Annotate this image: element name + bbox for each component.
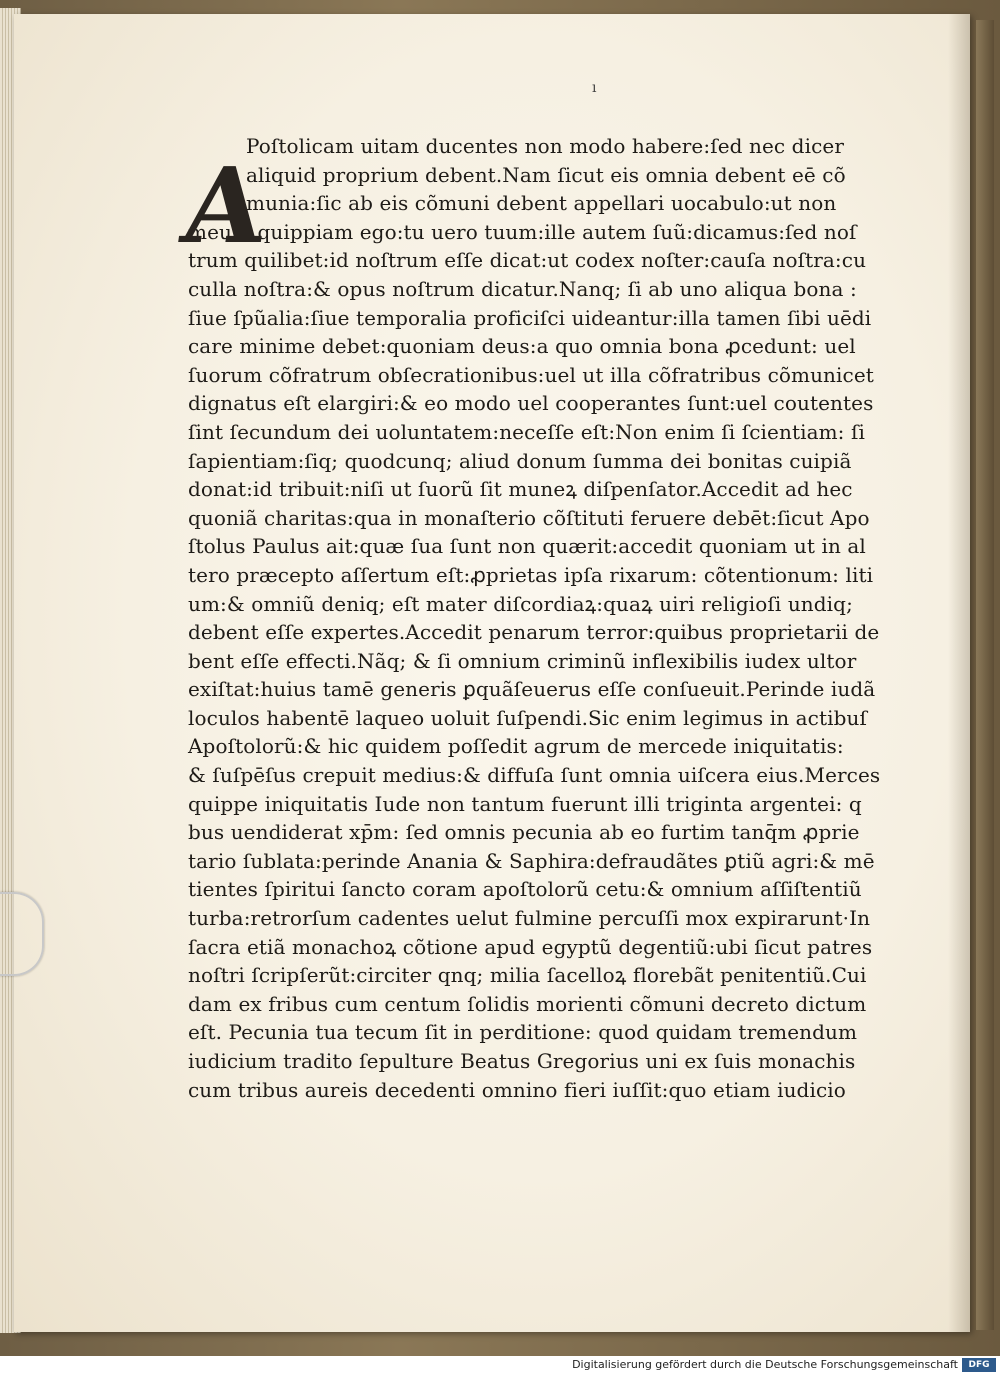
text-line: cum tribus aureis decedenti omnino fieri iuſſit:quo etiam iudicio (188, 1077, 846, 1102)
text-block (175, 132, 881, 1104)
text-line: care minime debet:quoniam deus:a quo omnia bona ꝓcedunt: uel (188, 334, 856, 359)
text-line: ſtolus Paulus ait:quæ ſua ſunt non quærit:accedit quoniam ut in al (188, 534, 866, 559)
text-line: aliquid proprium debent.Nam ſicut eis omnia debent eē cõ (246, 162, 846, 187)
text-line: munia:ſic ab eis cõmuni debent appellari uocabulo:ut non (246, 191, 837, 216)
text-line: ſint ſecundum dei uoluntatem:neceſſe eſt:Non enim ſi ſcientiam: ſi (188, 419, 865, 444)
text-line: tario ſublata:perinde Anania & Saphira:defraudãtes ꝑtiũ agri:& mē (188, 848, 875, 873)
text-line: quippe iniquitatis Iude non tantum fuerunt illi triginta argentei: q (188, 791, 862, 816)
folio-mark: ı (592, 80, 597, 96)
text-line: dam ex fribus cum centum ſolidis morienti cõmuni decreto dictum (188, 991, 867, 1016)
text-line: turba:retrorſum cadentes uelut fulmine percuſſi mox expirarunt·In (188, 906, 871, 931)
text-line: eſt. Pecunia tua tecum ſit in perditione: quod quidam tremendum (188, 1020, 858, 1045)
text-line: debent eſſe expertes.Accedit penarum terror:quibus proprietarii de (188, 620, 880, 645)
text-line: exiſtat:huius tamē generis ꝑquãſeuerus eſſe conſueuit.Perinde iudã (188, 677, 876, 702)
text-line: ſapientiam:ſiq; quodcunq; aliud donum ſumma dei bonitas cuipiã (188, 448, 852, 473)
text-line: ſuorum cõfratrum obſecrationibus:uel ut illa cõfratribus cõmunicet (188, 362, 874, 387)
text-line: dignatus eſt elargiri:& eo modo uel cooperantes ſunt:uel coutentes (188, 391, 874, 416)
text-line: bus uendiderat xp̄m: ſed omnis pecunia ab eo furtim tanq̄m ꝓprie (188, 820, 860, 845)
manuscript-page (14, 14, 970, 1332)
text-line: ſiue ſpũalia:ſiue temporalia proficiſci uideantur:illa tamen ſibi uēdi (188, 305, 872, 330)
digitization-credit: Digitalisierung gefördert durch die Deutsche Forschungsgemeinschaft (572, 1358, 958, 1371)
text-line: tientes ſpiritui ſancto coram apoſtolorũ cetu:& omnium aſſiſtentiũ (188, 877, 862, 902)
text-line: donat:id tribuit:niſi ut ſuorũ ſit muneꝝ diſpenſator.Accedit ad hec (188, 477, 853, 502)
text-line: quoniã charitas:qua in monaſterio cõſtituti feruere debēt:ſicut Apo (188, 505, 870, 530)
book-binding (976, 20, 994, 1330)
text-line: iudicium tradito ſepulture Beatus Gregorius uni ex ſuis monachis (188, 1049, 856, 1073)
footer-bar (0, 1356, 1000, 1376)
text-line: noſtri ſcripſerũt:circiter qnq; milia ſacelloꝝ florebãt penitentiũ.Cui (188, 963, 867, 988)
text-line: loculos habentē laqueo uoluit ſuſpendi.Sic enim legimus in actibuſ (188, 705, 867, 730)
paper-clip (0, 892, 44, 976)
text-line: bent eſſe effecti.Nãq; & ſi omnium criminũ inflexibilis iudex ultor (188, 648, 857, 673)
text-line: culla noſtra:& opus noſtrum dicatur.Nanq; ſi ab uno aliqua bona : (188, 276, 857, 301)
text-line: Apoſtolorũ:& hic quidem poſſedit agrum de mercede iniquitatis: (188, 734, 844, 759)
text-line: & ſuſpēſus crepuit medius:& diffuſa ſunt omnia uiſcera eius.Merces (188, 763, 881, 788)
decorated-initial: A (175, 144, 274, 267)
text-line: Poſtolicam uitam ducentes non modo habere:ſed nec dicer (246, 134, 844, 158)
text-line: um:& omniũ deniq; eſt mater diſcordiaꝝ:quaꝝ uiri religioſi undiq; (188, 591, 853, 616)
text-line: ſacra etiã monachoꝝ cõtione apud egyptũ degentiũ:ubi ſicut patres (188, 934, 873, 959)
dfg-logo: DFG (962, 1358, 996, 1372)
text-line: tero præcepto aſſertum eſt:ꝓprietas ipſa rixarum: cõtentionum: liti (188, 562, 874, 587)
text-line: trum quilibet:id noſtrum eſſe dicat:ut codex noſter:cauſa noſtra:cu (188, 248, 867, 273)
text-line: meum quippiam ego:tu uero tuum:ille autem ſuũ:dicamus:ſed noſ (188, 219, 857, 244)
